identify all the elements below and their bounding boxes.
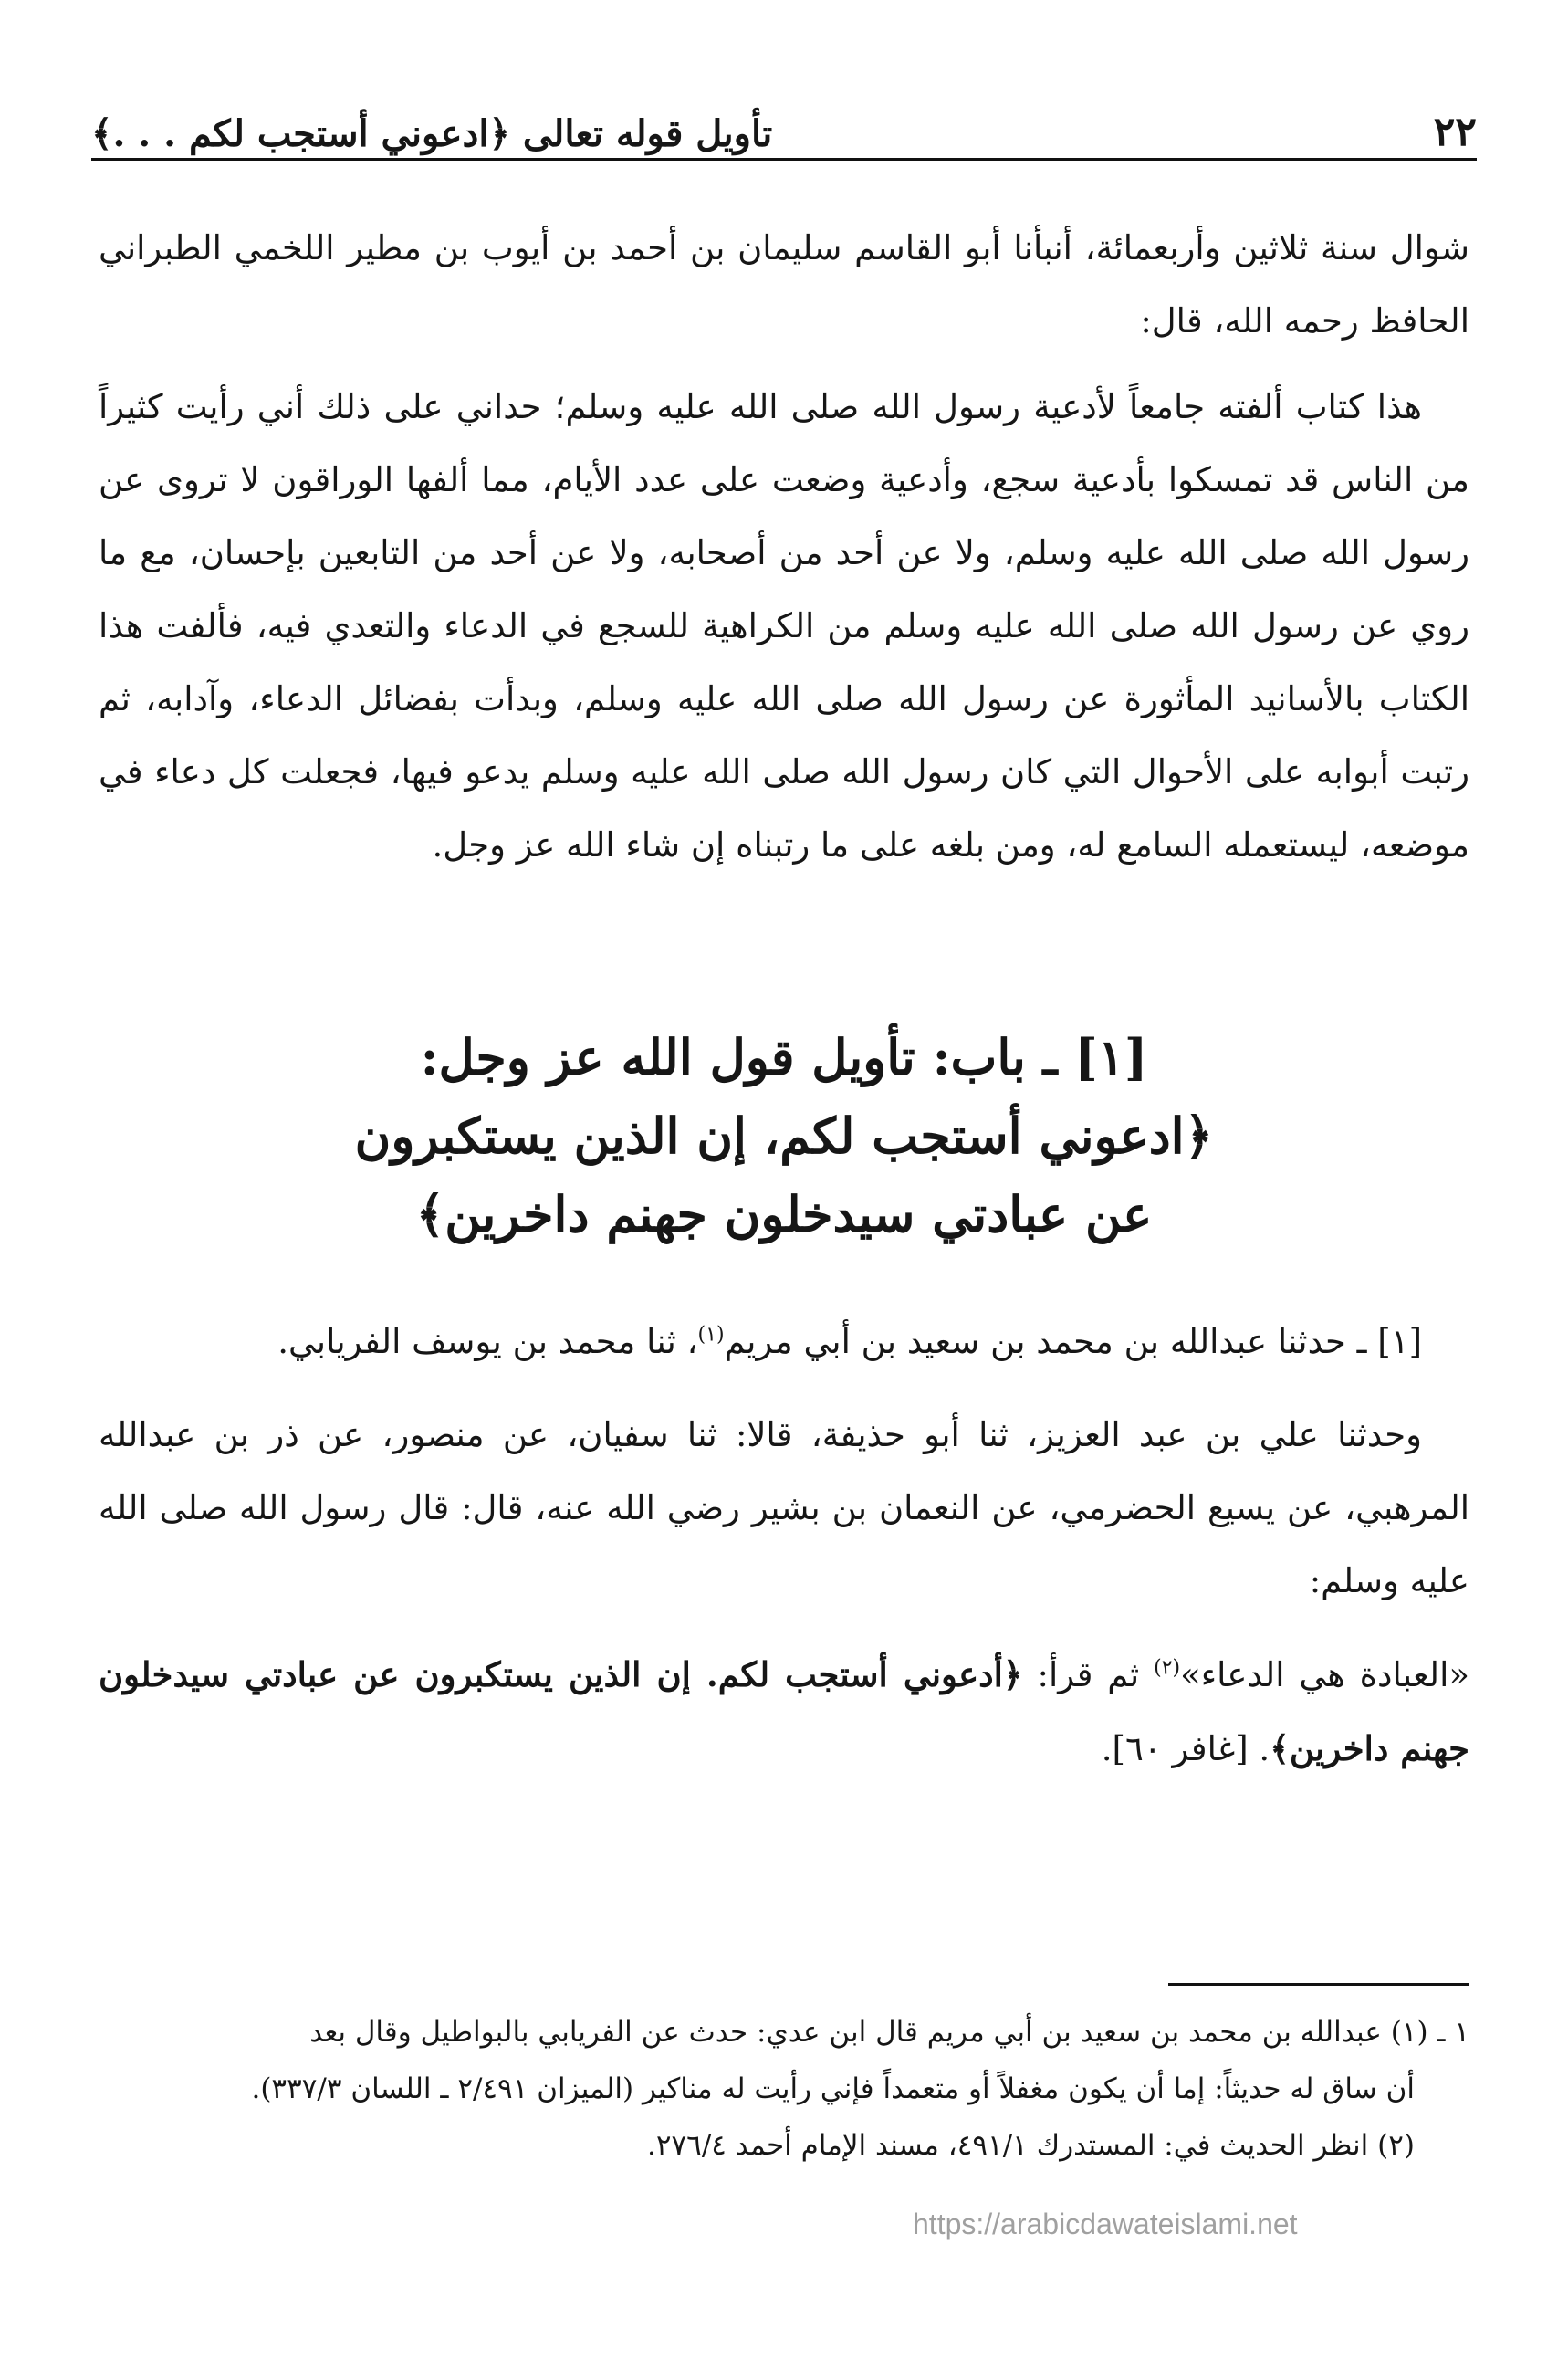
chapter-heading-line-3: عن عبادتي سيدخلون جهنم داخرين﴾: [415, 1185, 1153, 1243]
footnote-marker-1: (١): [697, 1323, 725, 1347]
watermark-url: https://arabicdawateislami.net: [913, 2208, 1298, 2240]
verse-reference: . [غافر ٦٠].: [1101, 1729, 1270, 1768]
hadith-chain-2: وحدثنا علي بن عبد العزيز، ثنا أبو حذيفة، قالا: ثنا سفيان، عن منصور، عن ذر بن عبدالله المرهبي، عن يسيع الحضرمي، عن النعمان بن بشير رضي الله عنه، قال: قال رسول الله صلى الله عليه وسلم:: [99, 1415, 1469, 1600]
footnote-marker-2: (٢): [1154, 1656, 1181, 1680]
footnote-1: ١ ـ (١) عبدالله بن محمد بن سعيد بن أبي مريم قال ابن عدي: حدث عن الفريابي بالبواطيل وقال بعد: [309, 2016, 1469, 2049]
hadith-chain-1-rest: ، ثنا محمد بن يوسف الفريابي.: [277, 1322, 698, 1361]
intro-paragraph-1: شوال سنة ثلاثين وأربعمائة، أنبأنا أبو القاسم سليمان بن أحمد بن أيوب بن مطير اللخمي الطبراني الحافظ رحمه الله، قال:: [99, 228, 1469, 341]
hadith-transition: ثم قرأ:: [1022, 1655, 1155, 1694]
footnote-1-continued: أن ساق له حديثاً: إما أن يكون مغفلاً أو متعمداً فإني رأيت له مناكير (الميزان ٢/٤٩١ ـ اللسان ٣٣٧/٣).: [251, 2072, 1415, 2105]
header-rule: [91, 158, 1477, 161]
chapter-heading-line-2: ﴿ادعوني أستجب لكم، إن الذين يستكبرون: [354, 1107, 1214, 1165]
hadith-quote: «العبادة هي الدعاء»: [1180, 1655, 1469, 1694]
footnote-2: (٢) انظر الحديث في: المستدرك ٤٩١/١، مسند الإمام أحمد ٢٧٦/٤.: [647, 2129, 1415, 2162]
chapter-heading: [228, 1018, 1340, 1253]
page-header: [91, 91, 1477, 155]
hadith-chain-1: [99, 1306, 1469, 1379]
intro-section: [99, 212, 1469, 882]
chapter-heading-line-1: [١] ـ باب: تأويل قول الله عز وجل:: [420, 1028, 1148, 1086]
quran-verse: ﴿أدعوني أستجب لكم. إن الذين يستكبرون عن عبادتي سيدخلون جهنم داخرين﴾: [99, 1654, 1469, 1768]
hadith-section: [99, 1306, 1469, 1786]
hadith-matn: [99, 1638, 1469, 1786]
intro-paragraph-2: هذا كتاب ألفته جامعاً لأدعية رسول الله صلى الله عليه وسلم؛ حداني على ذلك أني رأيت كثيراً من الناس قد تمسكوا بأدعية سجع، وأدعية وضعت على عدد الأيام، مما ألفها الوراقون لا تروى عن رسول الله صلى الله عليه وسلم، ولا عن أحد من أصحابه، ولا عن أحد من التابعين بإحسان، مع ما روي عن رسول الله صلى الله عليه وسلم من الكراهية للسجع في الدعاء والتعدي فيه، فألفت هذا الكتاب بالأسانيد المأثورة عن رسول الله صلى الله عليه وسلم، وبدأت بفضائل الدعاء، وآدابه، ثم رتبت أبوابه على الأحوال التي كان رسول الله صلى الله عليه وسلم يدعو فيها، فجعلت كل دعاء في موضعه، ليستعمله السامع له، ومن بلغه على ما رتبناه إن شاء الله عز وجل.: [99, 387, 1469, 865]
footnote-rule: [1168, 1983, 1469, 1986]
page-number: ٢٢: [1433, 109, 1477, 155]
footnotes: [99, 2004, 1469, 2174]
hadith-chain-1-text: [١] ـ حدثنا عبدالله بن محمد بن سعيد بن أبي مريم: [724, 1322, 1422, 1361]
running-title: تأويل قوله تعالى ﴿ادعوني أستجب لكم . . .﴾: [91, 112, 773, 155]
